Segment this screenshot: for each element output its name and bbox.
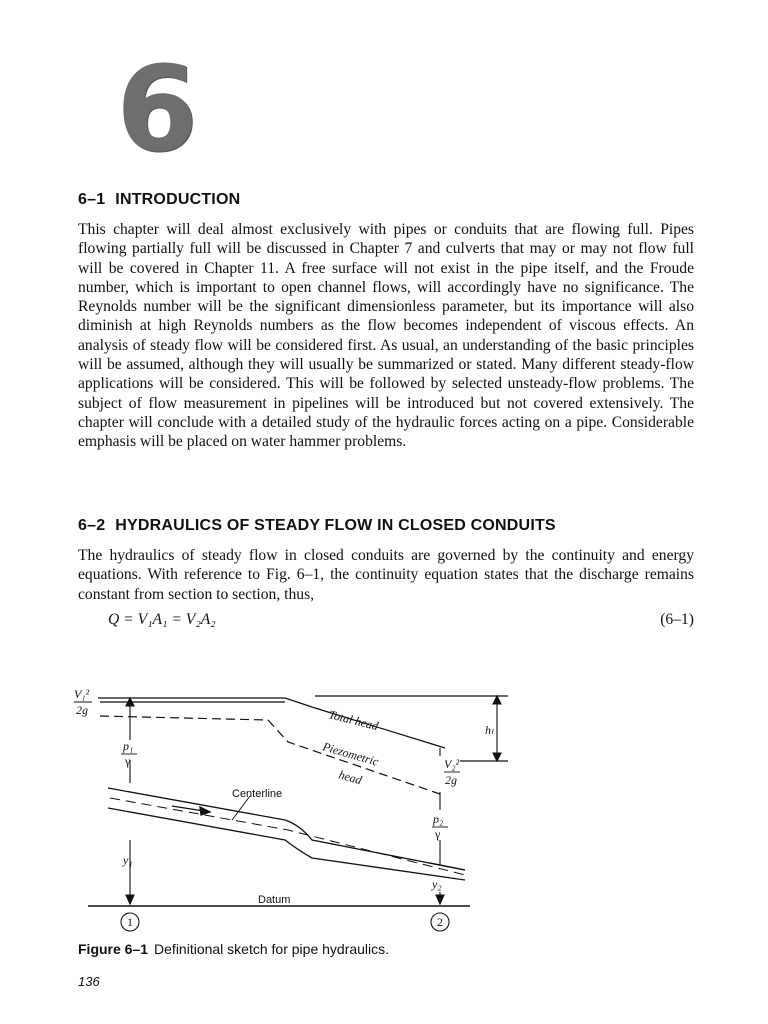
equation-text: Q = V₁A₁ = V₂A₂ (108, 611, 216, 628)
head-loss-label: hₗ (485, 723, 493, 737)
section-1-marker (121, 913, 139, 931)
pipe-centerline (110, 798, 465, 875)
section-2-label: 2 (437, 915, 443, 929)
y2-elevation-label: y₂ (432, 877, 442, 891)
piezometric-head-label: head (337, 767, 364, 788)
pipe-hydraulics-figure (60, 680, 530, 940)
section-1-label: 1 (127, 915, 133, 929)
head-loss-dimension (493, 696, 501, 761)
figure-caption (78, 941, 389, 957)
page-number: 136 (78, 974, 100, 989)
p2-pressure-head-numerator: p₂ (433, 812, 444, 826)
section-heading-introduction (78, 191, 240, 209)
v2-velocity-head-numerator: V₂² (444, 757, 460, 771)
section-2-marker (431, 913, 449, 931)
section-heading-hydraulics (78, 517, 556, 535)
figure-caption-text: Definitional sketch for pipe hydraulics. (154, 941, 390, 957)
hydraulics-paragraph: The hydraulics of steady flow in closed conduits are governed by the continuity and energy equations. With reference to Fig. 6–1, the continuity equation states that the discharge remains constant from section to section, thus, (78, 547, 694, 603)
section-number: 6–1 (78, 191, 106, 208)
chapter-number: 6 (116, 40, 199, 178)
figure-caption-label: Figure 6–1 (78, 941, 149, 957)
v1-velocity-head-denominator: 2g (76, 703, 88, 717)
piezometric-label: Piezometric (321, 739, 381, 769)
datum-label: Datum (258, 894, 291, 906)
centerline-label: Centerline (232, 788, 283, 800)
introduction-paragraph: This chapter will deal almost exclusively with pipes or conduits that are flowing full. Pipes flowing partially full will be discussed in Chapter 7 and culverts that may or may not flow full will be covered in Chapter 11. A free surface will not exist in the pipe itself, and the Froude number, which is important to open channel flows, will accordingly have no significance. The Reynolds number will be the significant dimensionless parameter, but its importance will also diminish at high Reynolds numbers as the flow becomes independent of viscous effects. An analysis of steady flow will be considered first. As usual, an understanding of the basic principles will be assumed, although they will usually be summarized or stated. Many different steady-flow applications will be considered. This will be followed by selected unsteady-flow problems. The subject of flow measurement in pipelines will be introduced but not covered extensively. The chapter will conclude with a detailed study of the hydraulic forces acting on a pipe. Considerable emphasis will be placed on water hammer problems. (78, 221, 694, 451)
equation-number: (6–1) (660, 611, 694, 628)
continuity-equation (108, 611, 694, 629)
p1-pressure-head-numerator: p₁ (123, 739, 134, 753)
section-title: INTRODUCTION (115, 191, 241, 208)
v2-velocity-head-denominator: 2g (445, 773, 457, 787)
piezometric-head-line (100, 716, 440, 794)
p2-pressure-head-denominator: γ (435, 827, 441, 841)
total-head-label: Total head (327, 707, 380, 734)
section-number: 6–2 (78, 517, 106, 534)
y1-elevation-label: y₁ (123, 853, 133, 867)
section-title: HYDRAULICS OF STEADY FLOW IN CLOSED CONDUITS (115, 517, 556, 534)
v1-velocity-head-numerator: V₁² (74, 687, 90, 701)
pipe (108, 788, 465, 880)
p1-pressure-head-denominator: γ (125, 754, 131, 768)
